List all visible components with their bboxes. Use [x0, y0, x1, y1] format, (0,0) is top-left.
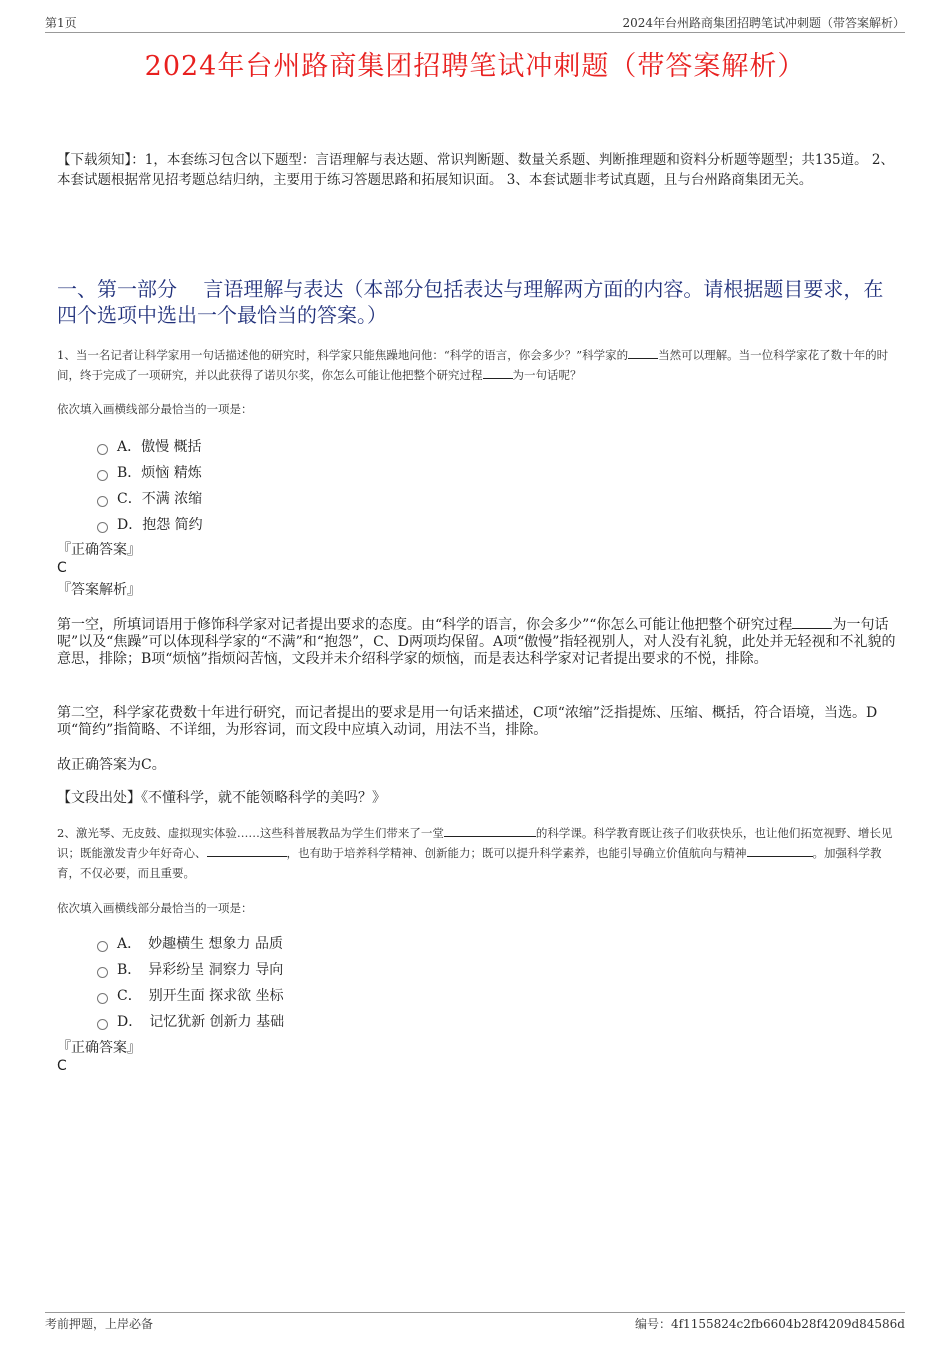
option-b[interactable]: B．烦恼 精炼 [97, 459, 203, 485]
option-d[interactable]: D． 记忆犹新 创新力 基础 [97, 1008, 284, 1034]
blank-2 [483, 366, 513, 379]
section-title: 一、第一部分 言语理解与表达（本部分包括表达与理解两方面的内容。请根据题目要求，在四个选项中选出一个最恰当的答案。） [57, 277, 884, 327]
footer-slogan: 考前押题，上岸必备 [45, 1317, 154, 1331]
blank-6 [747, 844, 813, 857]
analysis-label: 『答案解析』 [57, 582, 141, 598]
radio-icon[interactable] [97, 941, 108, 952]
page-footer [45, 1312, 905, 1331]
page-number: 第1页 [45, 16, 77, 30]
analysis-conclusion: 故正确答案为C。 [57, 757, 166, 773]
download-notice: 【下载须知】：1，本套练习包含以下题型：言语理解与表达题、常识判断题、数量关系题、判断推理题和资料分析题等题型；共135道。 2、本套试题根据常见招考题总结归纳，主要用于练习答题思路和拓展知识面。 3、本套试题非考试真题，且与台州路商集团无关。 [57, 152, 894, 188]
option-d[interactable]: D．抱怨 简约 [97, 511, 203, 537]
question-2-options [97, 930, 284, 1034]
option-a[interactable]: A． 妙趣横生 想象力 品质 [97, 930, 284, 956]
answer-value: C [57, 1058, 67, 1074]
radio-icon[interactable] [97, 444, 108, 455]
option-c[interactable]: C．不满 浓缩 [97, 485, 203, 511]
blank-5 [207, 844, 287, 857]
blank-4 [444, 824, 536, 837]
page-header [45, 14, 905, 33]
question-2-prompt: 依次填入画横线部分最恰当的一项是： [57, 901, 253, 915]
radio-icon[interactable] [97, 470, 108, 481]
question-2-text: 2、激光琴、无皮鼓、虚拟现实体验……这些科普展教品为学生们带来了一堂 的科学课。科学教育既让孩子们收获快乐，也让他们拓宽视野、增长见识；既能激发青少年好奇心、 ，也有助于培养科学精神、创新能力；既可以提升科学素养，也能引导确立价值航向与精神 。加强科学教育，不仅必要，而且重要。 [57, 826, 893, 880]
radio-icon[interactable] [97, 1019, 108, 1030]
analysis-paragraph-2: 第二空，科学家花费数十年进行研究，而记者提出的要求是用一句话来描述，C项“浓缩”泛指提炼、压缩、概括，符合语境，当选。D项“简约”指简略、不详细，为形容词，而文段中应填入动词，用法不当，排除。 [57, 705, 878, 738]
question-1-text: 1、当一名记者让科学家用一句话描述他的研究时，科学家只能焦躁地问他：“科学的语言，你会多少？”科学家的 当然可以理解。当一位科学家花了数十年的时间，终于完成了一项研究，并以此获得了诺贝尔奖，你怎么可能让他把整个研究过程 为一句话呢？ [57, 348, 889, 382]
radio-icon[interactable] [97, 496, 108, 507]
question-1-options [97, 433, 203, 537]
page-title: 2024年台州路商集团招聘笔试冲刺题（带答案解析） [144, 51, 806, 82]
radio-icon[interactable] [97, 967, 108, 978]
header-doc-title: 2024年台州路商集团招聘笔试冲刺题（带答案解析） [622, 16, 905, 30]
answer-label: 『正确答案』 [57, 542, 141, 558]
analysis-paragraph-1: 第一空，所填词语用于修饰科学家对记者提出要求的态度。由“科学的语言，你会多少”“你怎么可能让他把整个研究过程 为一句话呢”以及“焦躁”可以体现科学家的“不满”和“抱怨”，C、D两项均保留。A项“傲慢”指轻视别人，对人没有礼貌，此处并无轻视和不礼貌的意思，排除；B项“烦恼”指烦闷苦恼，文段并未介绍科学家的烦恼，而是表达科学家对记者提出要求的不悦，排除。 [57, 617, 896, 667]
source-citation: 【文段出处】《不懂科学，就不能领略科学的美吗？》 [57, 790, 386, 806]
radio-icon[interactable] [97, 522, 108, 533]
answer-label: 『正确答案』 [57, 1040, 141, 1056]
question-1-prompt: 依次填入画横线部分最恰当的一项是： [57, 402, 253, 416]
option-c[interactable]: C． 别开生面 探求欲 坐标 [97, 982, 284, 1008]
radio-icon[interactable] [97, 993, 108, 1004]
footer-doc-id: 编号：4f1155824c2fb6604b28f4209d84586d [634, 1317, 905, 1331]
option-b[interactable]: B． 异彩纷呈 洞察力 导向 [97, 956, 284, 982]
blank-3 [792, 616, 832, 629]
answer-value: C [57, 560, 67, 576]
option-a[interactable]: A．傲慢 概括 [97, 433, 203, 459]
blank-1 [628, 346, 658, 359]
